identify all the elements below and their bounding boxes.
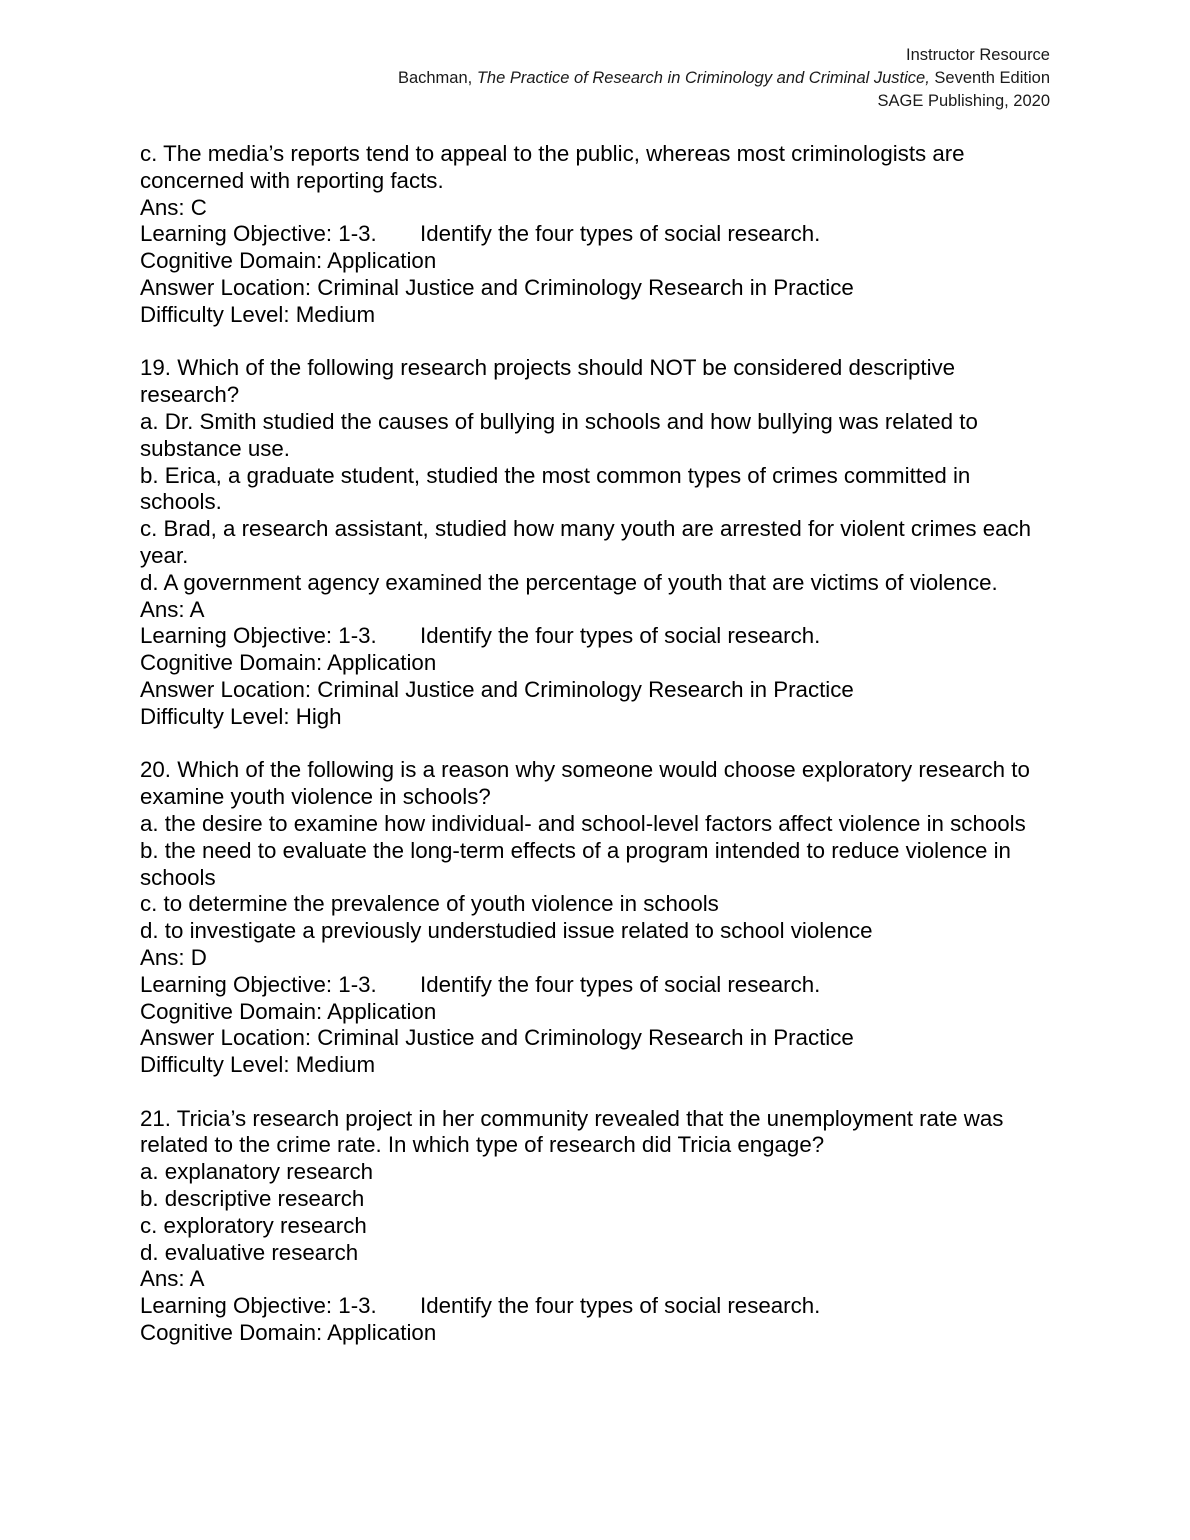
option-c: c. The media’s reports tend to appeal to the public, whereas most criminologists are concerned with reporting facts. — [140, 141, 971, 193]
answer: Ans: A — [140, 1266, 205, 1292]
option-d: d. to investigate a previously understudied issue related to school violence — [140, 918, 873, 944]
spacer — [140, 1079, 1055, 1106]
learning-objective — [140, 221, 1055, 248]
question-block-19 — [140, 355, 1055, 730]
option-d: d. A government agency examined the percentage of youth that are victims of violence. — [140, 569, 998, 595]
learning-objective-label: Learning Objective: 1-3. — [140, 971, 377, 997]
cognitive-domain: Cognitive Domain: Application — [140, 248, 437, 274]
option-a: a. Dr. Smith studied the causes of bullying in schools and how bullying was related to substance use. — [140, 408, 985, 461]
learning-objective — [140, 972, 1055, 999]
answer: Ans: D — [140, 944, 207, 970]
option-a: a. the desire to examine how individual- and school-level factors affect violence in schools — [140, 810, 1026, 836]
option-c: c. to determine the prevalence of youth violence in schools — [140, 891, 719, 917]
learning-objective-label: Learning Objective: 1-3. — [140, 221, 377, 247]
answer-location: Answer Location: Criminal Justice and Criminology Research in Practice — [140, 274, 854, 300]
answer-location: Answer Location: Criminal Justice and Criminology Research in Practice — [140, 1025, 854, 1051]
question-text: 20. Which of the following is a reason why someone would choose exploratory research to examine youth violence in schools? — [140, 757, 1037, 810]
option-a: a. explanatory research — [140, 1159, 374, 1185]
answer-location: Answer Location: Criminal Justice and Criminology Research in Practice — [140, 676, 854, 702]
learning-objective-text: Identify the four types of social research. — [420, 971, 821, 997]
header-author: Bachman, — [397, 69, 477, 87]
question-text: 19. Which of the following research projects should NOT be considered descriptive research? — [140, 355, 962, 408]
header-edition: Seventh Edition — [929, 69, 1050, 87]
header-book-title: The Practice of Research in Criminology and Criminal Justice, — [476, 69, 930, 87]
learning-objective-text: Identify the four types of social research. — [420, 1293, 821, 1319]
document-body — [140, 141, 1055, 1347]
option-c: c. Brad, a research assistant, studied how many youth are arrested for violent crimes each year. — [140, 516, 1038, 568]
answer: Ans: A — [140, 596, 205, 622]
header-publisher: SAGE Publishing, 2020 — [877, 92, 1050, 110]
spacer — [140, 329, 1055, 356]
option-d: d. evaluative research — [140, 1239, 359, 1265]
question-text: 21. Tricia’s research project in her community revealed that the unemployment rate was related to the crime rate. In which type of research did Tricia engage? — [140, 1105, 1010, 1158]
header-resource-label: Instructor Resource — [906, 46, 1050, 64]
answer: Ans: C — [140, 194, 207, 220]
option-b: b. descriptive research — [140, 1186, 365, 1212]
question-block-20 — [140, 757, 1055, 1079]
page-header — [250, 44, 1050, 113]
cognitive-domain: Cognitive Domain: Application — [140, 1320, 437, 1346]
cognitive-domain: Cognitive Domain: Application — [140, 998, 437, 1024]
option-b: b. the need to evaluate the long-term effects of a program intended to reduce violence in schools — [140, 837, 1018, 890]
spacer — [140, 731, 1055, 758]
difficulty-level: Difficulty Level: Medium — [140, 1052, 376, 1078]
cognitive-domain: Cognitive Domain: Application — [140, 650, 437, 676]
learning-objective-text: Identify the four types of social research. — [420, 623, 821, 649]
question-block-18-continued — [140, 141, 1055, 329]
learning-objective — [140, 1293, 1055, 1320]
option-c: c. exploratory research — [140, 1212, 367, 1238]
difficulty-level: Difficulty Level: Medium — [140, 301, 376, 327]
header-book-line — [250, 67, 1050, 90]
question-block-21 — [140, 1106, 1055, 1347]
learning-objective — [140, 623, 1055, 650]
learning-objective-text: Identify the four types of social research. — [420, 221, 821, 247]
option-b: b. Erica, a graduate student, studied the most common types of crimes committed in schools. — [140, 462, 977, 515]
learning-objective-label: Learning Objective: 1-3. — [140, 623, 377, 649]
difficulty-level: Difficulty Level: High — [140, 703, 342, 729]
learning-objective-label: Learning Objective: 1-3. — [140, 1293, 377, 1319]
